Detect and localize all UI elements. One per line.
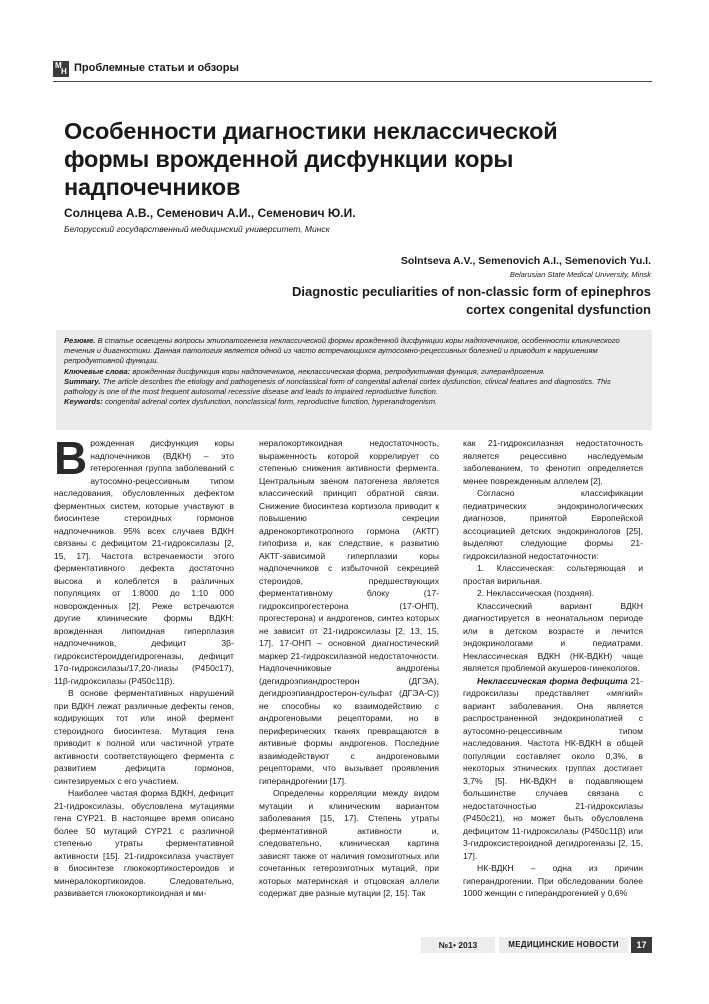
article-title-en: Diagnostic peculiarities of non-classic form of epinephros cortex congenital dysfunction [291,284,651,317]
resume-label: Резюме. [64,336,96,345]
drop-cap: В [54,432,88,484]
paragraph: НК-ВДКН – одна из причин гиперандрогении. При обследовании более 1000 женщин с гиперандрогенией у 0,6% [463,863,643,898]
keywords-en-paragraph [64,397,644,407]
header-divider [53,81,652,82]
page-number: 17 [631,937,652,953]
body-column-2 [259,437,439,900]
list-item: 2. Неклассическая (поздняя). [477,588,595,598]
paragraph: Наиболее частая форма ВДКН, дефицит 21-гидроксилазы, обусловлена мутациями гена CYP21. В настоящее время описано более 50 мутаций CYP21 с различной степенью утраты ферментативной активности [15]. 21-гидроксилаза участвует в биосинтезе глюкокортикостероидов и минералокортикоидов. Следовательно, развивается глюкокортикоидная и ми- [54,788,234,898]
authors-ru: Солнцева А.В., Семенович А.И., Семенович Ю.И. [64,206,356,220]
paragraph: нералокортикоидная недостаточность, выраженность которой коррелирует со степенью снижения активности фермента. Центральным звеном патогенеза является классический принцип обратной связи. Снижение биосинтеза кортизола приводит к повышению секреции адренокортикотропного гормона (АКТГ) гипофиза и, как следствие, к развитию АКТГ-зависимой гиперплазии коры надпочечников с избыточной секрецией стероидов, предшествующих ферментативному блоку (17-гидроксипрогестерона (17-ОНП), прогестерона) и андрогенов, синтез которых не зависит от 21-гидроксилазы [2, 13, 15, 17]. 17-ОНП – основной диагностический маркер 21-гидроксилазной недостаточности. Надпочечниковые андрогены (дегидроэпиандростерон (ДГЭА), дегидроэпиандростерон-сульфат (ДГЭА-С)) не способны ко взаимодействию с андрогеновыми рецепторами, но в периферических тканях превращаются в активные формы андрогенов. Последние взаимодействуют с андрогеновыми рецепторами, что вызывает проявления гиперандрогении [17]. [259,438,439,786]
summary-label: Summary. [64,376,101,386]
keywords-ru-text: врожденная дисфункция коры надпочечников, неклассическая форма, репродуктивная функция, гиперандрогения. [132,366,546,376]
paragraph-text: рожденная дисфункция коры надпочечников (ВДКН) – это гетерогенная группа заболеваний с аутосомно-рецессивным типом наследования, обусловленных дефектом ферментных систем, которые участвуют в биосинтезе стероидных гормонов надпочечников. 95% всех случаев ВДКН связаны с дефицитом 21-гидроксилазы [2, 15, 17]. Частота встречаемости этого ферментативного дефекта достаточно высока и колеблется в различных популяциях от 1:8000 до 1:10 000 новорожденных [2]. Реже встречаются другие клинические формы ВДКН: врожденная липоидная гиперплазия надпочечников, дефицит 3β-гидроксистероиддегидрогеназы, дефицит 17α-гидроксилазы/17,20-лиазы (P450c17), 11β-гидроксилазы (P450c11β). [54,438,234,686]
abstract-box [56,330,652,430]
affiliation-en: Belarusian State Medical University, Minsk [509,270,651,279]
logo-letter-top: М [55,61,62,70]
logo-letter-bottom: Н [61,67,67,76]
summary-text: The article describes the etiology and pathogenesis of nonclassical form of congenital adrenal cortex dysfunction, clinical features and diagnostics. This pathology is one of the most frequent autosomal recessive disease and leads to impaired reproductive function. [64,376,611,397]
keywords-ru-paragraph [64,367,644,377]
authors-en: Solntseva A.V., Semenovich A.I., Semenovich Yu.I. [400,255,651,267]
paragraph: как 21-гидроксилазная недостаточность является рецессивно наследуемым заболеванием, то фенотип определяется менее поврежденным аллелем [2]. [463,438,643,486]
emphasis-heading: Неклассическая форма дефицита [477,675,628,686]
resume-text: В статье освещены вопросы этиопатогенеза неклассической формы врожденной дисфункции коры надпочечников, особенности клинического течения и диагностики. Данная патология является одной из часто встречающихся аутосомно-рецессивных болезней и приводит к нарушениям репродуктивной функции. [64,336,620,366]
section-title: Проблемные статьи и обзоры [74,62,239,74]
issue-label: №1• 2013 [421,937,495,953]
paragraph: В основе ферментативных нарушений при ВДКН лежат различные дефекты генов, кодирующих тот или иной фермент стероидного биосинтеза. Мутация гена приводит к полной или частичной утрате активности соответствующего фермента с развитием дефицита гормонов, синтезируемых с его участием. [54,688,234,786]
keywords-en-label: Keywords: [64,397,103,407]
body-column-1 [54,432,234,900]
paragraph [54,432,234,687]
journal-name: МЕДИЦИНСКИЕ НОВОСТИ [499,937,628,953]
paragraph: Определены корреляции между видом мутации и клиническим вариантом заболевания [15, 17]. Степень утраты ферментативной активности и, следовательно, клиническая картина зависят также от наличия гомозиготных или сочетанных гетерозиготных мутаций, при которых материнская и отцовская аллели содержат две разные мутации [2, 15]. Так [259,788,439,898]
affiliation-ru: Белорусский государственный медицинский университет, Минск [64,224,330,234]
summary-paragraph [64,377,644,397]
paragraph: Согласно классификации педиатрических эндокринологических диагнозов, принятой Европейской ассоциацией детских эндокринологов [25], выделяют следующие формы 21-гидроксилазной недостаточности: [463,488,643,561]
resume-paragraph [64,336,644,367]
paragraph [463,675,643,863]
keywords-en-text: congenital adrenal cortex dysfunction, nonclassical form, reproductive function, hyperandrogenism. [104,397,438,407]
paragraph: Классический вариант ВДКН диагностируется в неонатальном периоде или в детском возрасте и лечится эндокринологами и педиатрами. Неклассическая ВДКН (НК-ВДКН) чаще является проблемой акушеров-гинекологов. [463,600,643,673]
journal-logo-icon [53,61,69,77]
keywords-ru-label: Ключевые слова: [64,366,131,376]
paragraph-text: 21-гидроксилазы представляет «мягкий» вариант заболевания. Она является распространенной эндокринопатией с аутосомно-рецессивным типом наследования. Частота НК-ВДКН в общей популяции составляет около 0,3%, в некоторых этнических группах достигает 3,7% [5]. НК-ВДКН в подавляющем большинстве случаев связана с недостаточностью 21-гидроксилазы (P450c21), но может быть обусловлена дефицитом 11-гидроксилазы (P450c11β) или 3-гидроксистероидной дегидрогеназы [2, 15, 17]. [463,675,643,861]
article-title-ru: Особенности диагностики неклассической формы врожденной дисфункции коры надпочечников [64,118,558,200]
body-column-3 [463,437,643,900]
list-item: 1. Классическая: сольтеряющая и простая вирильная. [463,563,643,586]
